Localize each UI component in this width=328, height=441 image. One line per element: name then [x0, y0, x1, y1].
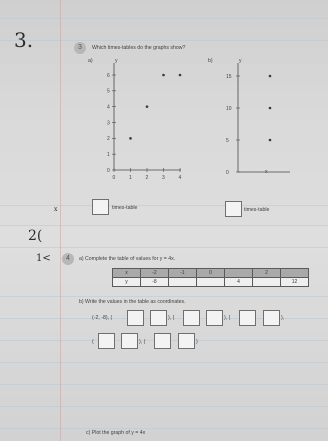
- answer-box-a[interactable]: [92, 199, 109, 215]
- table-input-cell[interactable]: [281, 269, 309, 278]
- answer-box-b[interactable]: [225, 201, 242, 217]
- x-axis-letter: x: [265, 169, 268, 175]
- y-tick-label: 0: [107, 167, 110, 174]
- y-tick-label: 4: [107, 104, 110, 111]
- graph-label: a): [88, 58, 93, 64]
- data-point: [179, 74, 182, 77]
- x-tick-label: 4: [178, 175, 182, 181]
- y-tick-label: 3: [107, 120, 110, 127]
- coordinate-box[interactable]: [154, 333, 171, 349]
- answer-suffix: times-table: [244, 207, 270, 213]
- graph-label: b): [208, 58, 213, 64]
- x-tick-label: 3: [162, 175, 165, 181]
- question-number: 4: [62, 253, 74, 265]
- question-part-a: a) Complete the table of values for y = 4x.: [79, 256, 176, 262]
- coordinate-box[interactable]: [178, 333, 195, 349]
- data-point: [269, 139, 272, 142]
- x-tick-label: 0: [112, 175, 116, 181]
- coordinate-separator: ): [196, 339, 198, 345]
- table-header-cell: y: [113, 278, 141, 287]
- coordinate-box[interactable]: [121, 333, 138, 349]
- coordinate-box[interactable]: [263, 310, 280, 326]
- handwritten-note: 1<: [36, 253, 51, 264]
- y-tick-label: 15: [226, 73, 232, 80]
- table-header-cell: x: [113, 269, 141, 278]
- table-input-cell[interactable]: [253, 278, 281, 287]
- handwritten-page-number: 3.: [14, 28, 34, 52]
- table-input-cell[interactable]: [169, 278, 197, 287]
- data-point: [269, 107, 272, 110]
- data-point: [146, 105, 149, 108]
- y-tick-label: 10: [226, 105, 232, 112]
- y-tick-label: 6: [107, 72, 110, 79]
- question-part-b: b) Write the values in the table as coordinates.: [79, 299, 186, 305]
- table-cell: -2: [141, 269, 169, 278]
- graph-b-canvas: [220, 55, 300, 190]
- answer-suffix: times-table: [112, 205, 138, 211]
- y-axis-letter: y: [239, 58, 242, 64]
- y-tick-label: 5: [226, 137, 229, 144]
- margin-line: [60, 0, 61, 441]
- question-number: 3: [74, 42, 86, 54]
- coordinate-separator: ), (: [139, 339, 146, 345]
- coordinate-box[interactable]: [239, 310, 256, 326]
- coordinate-separator: (: [92, 339, 94, 345]
- table-row: [113, 278, 309, 287]
- table-input-cell[interactable]: [225, 269, 253, 278]
- table-cell: 4: [225, 278, 253, 287]
- table-cell: 2: [253, 269, 281, 278]
- handwritten-mark: x: [54, 206, 58, 213]
- y-tick-label: 1: [107, 151, 110, 158]
- table-cell: 12: [281, 278, 309, 287]
- coordinate-separator: ), (: [168, 315, 175, 321]
- y-tick-label: 2: [107, 136, 110, 143]
- coordinate-box[interactable]: [150, 310, 167, 326]
- coordinate-separator: ), (: [224, 315, 231, 321]
- table-input-cell[interactable]: [197, 278, 225, 287]
- table-row: [113, 269, 309, 278]
- y-tick-label: 0: [226, 169, 229, 176]
- data-point: [129, 137, 132, 140]
- coordinate-box[interactable]: [183, 310, 200, 326]
- graph-a-canvas: [86, 55, 186, 190]
- table-cell: 0: [197, 269, 225, 278]
- coordinate-separator: ),: [281, 315, 285, 321]
- question-prompt: Which times-tables do the graphs show?: [92, 45, 186, 51]
- x-tick-label: 2: [145, 175, 149, 181]
- values-table: [112, 268, 309, 287]
- coordinate-box[interactable]: [206, 310, 223, 326]
- x-tick-label: 1: [129, 175, 132, 181]
- data-point: [162, 74, 165, 77]
- y-tick-label: 5: [107, 88, 110, 95]
- coordinate-box[interactable]: [98, 333, 115, 349]
- table-cell: -1: [169, 269, 197, 278]
- table-cell: -8: [141, 278, 169, 287]
- data-point: [269, 75, 272, 78]
- coordinate-box[interactable]: [127, 310, 144, 326]
- handwritten-note: 2(: [28, 228, 43, 244]
- y-axis-letter: y: [115, 58, 118, 64]
- coordinate-start: (-2, -8), (: [92, 315, 113, 321]
- question-part-c: c) Plot the graph of y = 4x: [86, 430, 146, 436]
